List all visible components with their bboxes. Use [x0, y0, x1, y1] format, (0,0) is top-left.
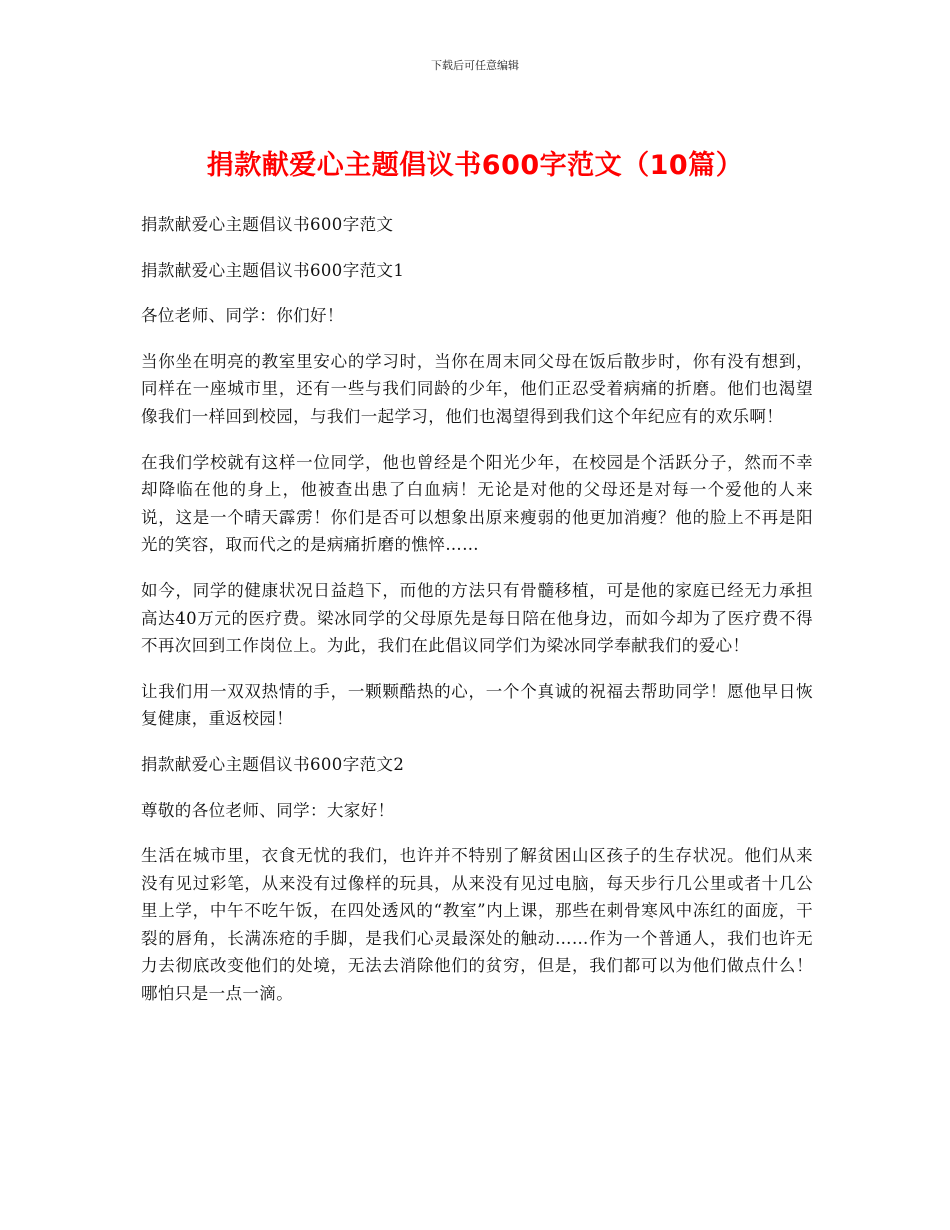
section-heading-2: 捐款献爱心主题倡议书600字范文2 [141, 754, 405, 774]
section-heading-1: 捐款献爱心主题倡议书600字范文1 [141, 260, 405, 280]
body-paragraph: 让我们用一双双热情的手，一颗颗酷热的心，一个个真诚的祝福去帮助同学！愿他早日恢复健康，重返校园！ [141, 681, 813, 729]
body-paragraph: 当你坐在明亮的教室里安心的学习时，当你在周末同父母在饭后散步时，你有没有想到，同样在一座城市里，还有一些与我们同龄的少年，他们正忍受着病痛的折磨。他们也渴望像我们一样回到校园，与我们一起学习，他们也渴望得到我们这个年纪应有的欢乐啊！ [141, 351, 813, 426]
body-paragraph: 在我们学校就有这样一位同学，他也曾经是个阳光少年，在校园是个活跃分子，然而不幸却降临在他的身上，他被查出患了白血病！无论是对他的父母还是对每一个爱他的人来说，这是一个晴天霹雳！你们是否可以想象出原来瘦弱的他更加消瘦？他的脸上不再是阳光的笑容，取而代之的是病痛折磨的憔悴…… [141, 452, 813, 555]
body-paragraph: 如今，同学的健康状况日益趋下，而他的方法只有骨髓移植，可是他的家庭已经无力承担高达40万元的医疗费。梁冰同学的父母原先是每日陪在他身边，而如今却为了医疗费不得不再次回到工作岗位上。为此，我们在此倡议同学们为梁冰同学奉献我们的爱心！ [141, 580, 813, 656]
header-note: 下载后可任意编辑 [431, 59, 519, 72]
greeting-paragraph: 各位老师、同学：你们好！ [141, 306, 344, 326]
subtitle-paragraph: 捐款献爱心主题倡议书600字范文 [141, 215, 394, 234]
greeting-paragraph: 尊敬的各位老师、同学：大家好！ [141, 800, 395, 820]
document-body [141, 211, 813, 1026]
document-title: 捐款献爱心主题倡议书600字范文（10篇） [206, 150, 744, 181]
body-paragraph: 生活在城市里，衣食无忧的我们，也许并不特别了解贫困山区孩子的生存状况。他们从来没有见过彩笔，从来没有过像样的玩具，从来没有见过电脑，每天步行几公里或者十几公里上学，中午不吃午饭，在四处透风的“教室”内上课，那些在刺骨寒风中冻红的面庞，干裂的唇角，长满冻疮的手脚，是我们心灵最深处的触动……作为一个普通人，我们也许无力去彻底改变他们的处境，无法去消除他们的贫穷，但是，我们都可以为他们做点什么！哪怕只是一点一滴。 [141, 846, 813, 1004]
